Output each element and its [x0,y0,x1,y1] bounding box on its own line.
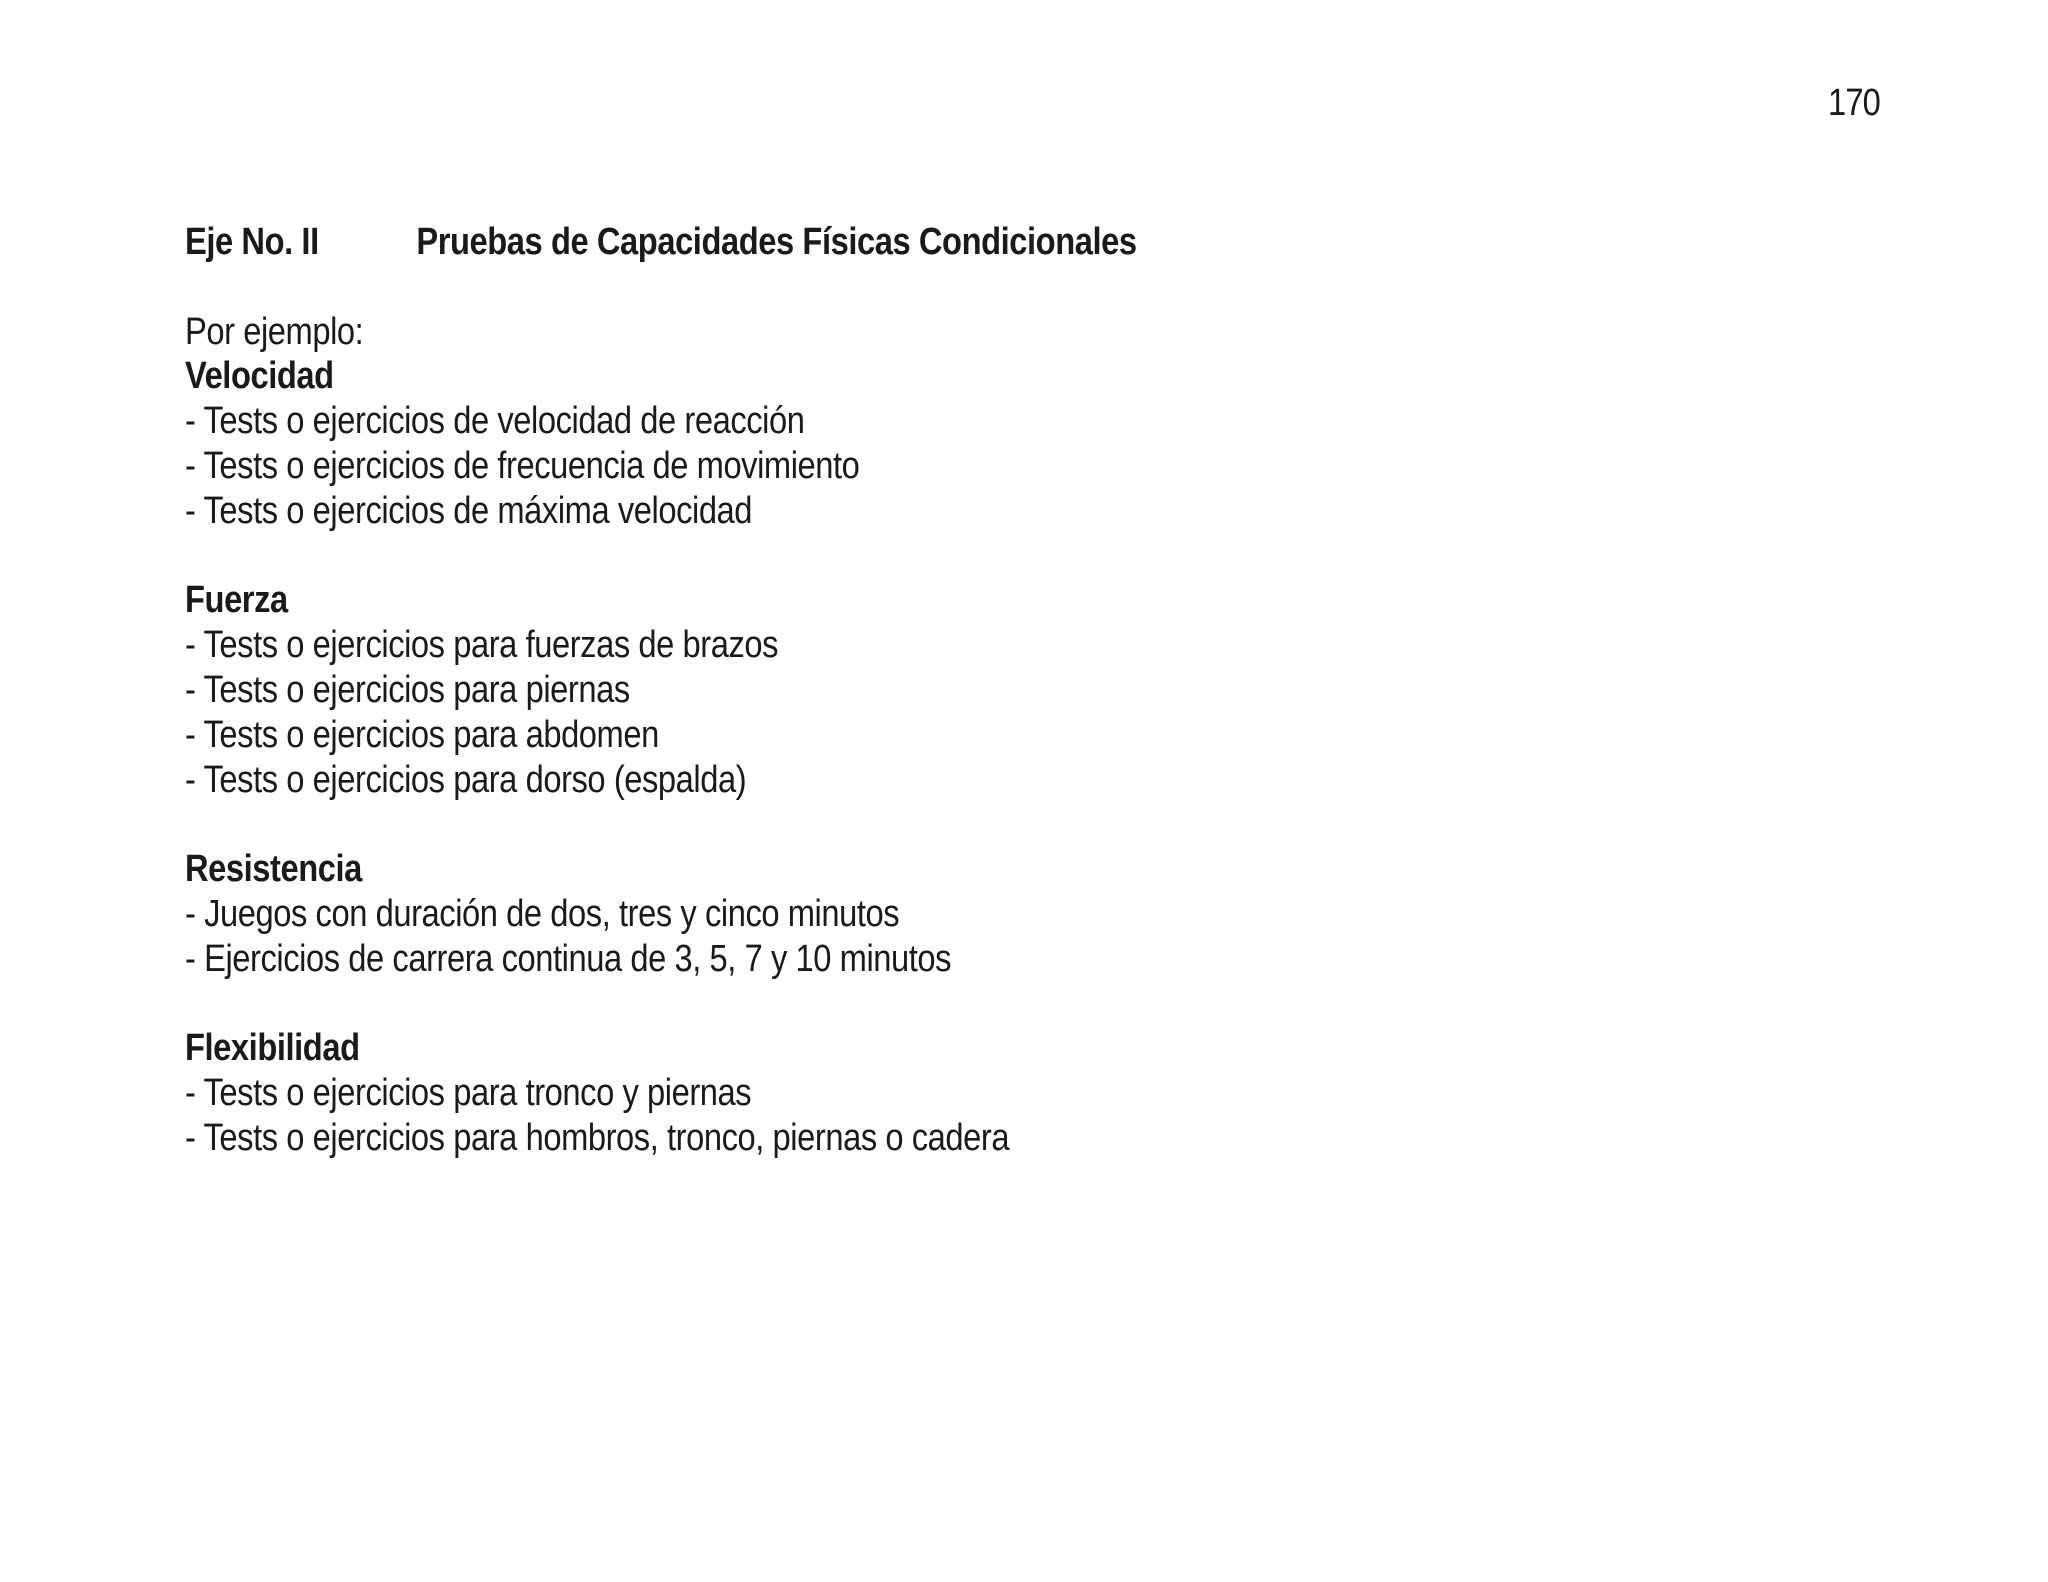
spacer [185,802,1561,847]
section-title-velocidad: Velocidad [185,355,334,398]
document-body [185,220,1561,1161]
list-item: - Tests o ejercicios de máxima velocidad [185,489,753,532]
axis-label: Eje No. II [185,221,319,263]
list-item: - Ejercicios de carrera continua de 3, 5, 7 y 10 minutos [185,937,952,980]
spacer [185,982,1561,1027]
list-item: - Tests o ejercicios para tronco y piernas [185,1072,752,1115]
section-title-flexibilidad: Flexibilidad [185,1027,360,1070]
list-item: - Tests o ejercicios para abdomen [185,713,659,756]
list-item: - Juegos con duración de dos, tres y cinco minutos [185,892,900,935]
section-title-resistencia: Resistencia [185,848,362,891]
intro-text: Por ejemplo: [185,310,364,353]
list-item: - Tests o ejercicios para fuerzas de brazos [185,624,779,667]
axis-title: Pruebas de Capacidades Físicas Condicionales [416,221,1137,263]
list-item: - Tests o ejercicios para piernas [185,668,630,711]
list-item: - Tests o ejercicios de frecuencia de movimiento [185,444,860,487]
list-item: - Tests o ejercicios para dorso (espalda) [185,758,747,801]
list-item: - Tests o ejercicios para hombros, tronco, piernas o cadera [185,1116,1010,1159]
spacer [185,534,1561,579]
section-title-fuerza: Fuerza [185,579,288,622]
axis-heading [185,220,1561,265]
list-item: - Tests o ejercicios de velocidad de reacción [185,400,805,443]
page-number: 170 [1828,82,1880,124]
spacer [185,265,1561,310]
